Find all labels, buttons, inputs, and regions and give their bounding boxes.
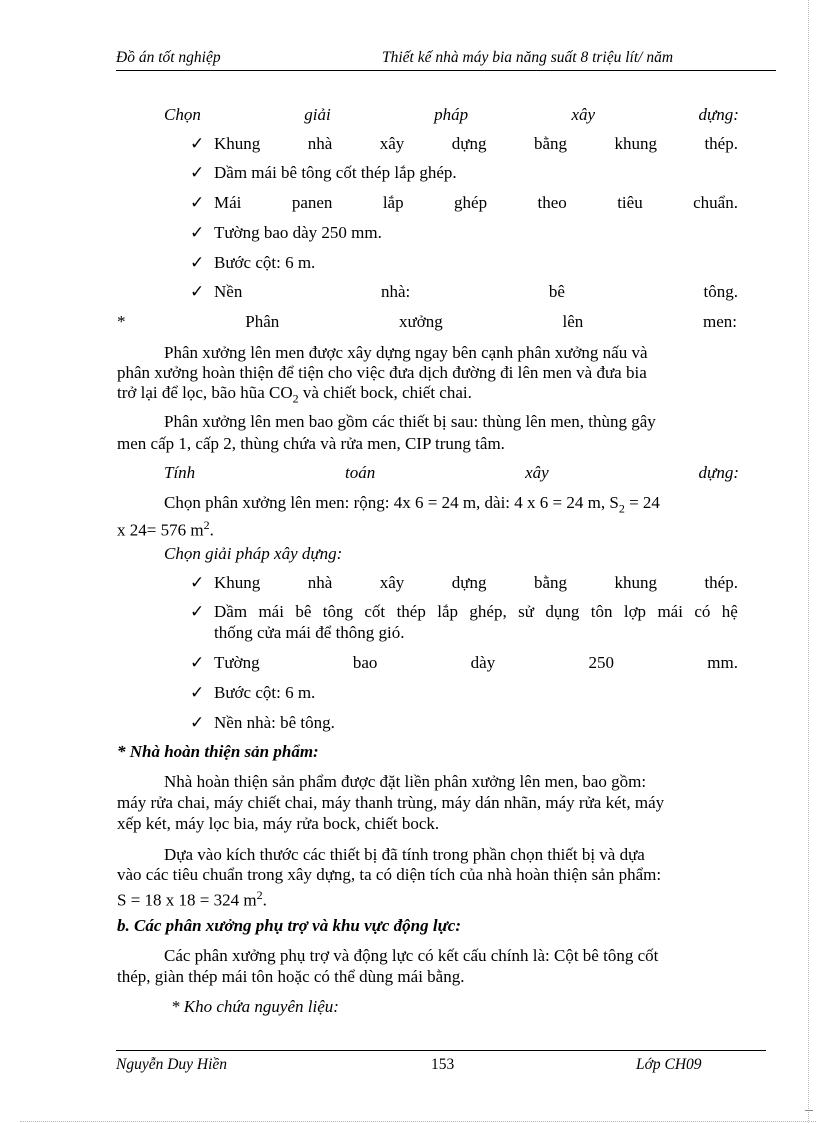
word: dụng (545, 602, 580, 621)
bullet-frame-steel (214, 133, 738, 155)
paragraph-line: Nhà hoàn thiện sản phẩm được đặt liền phân xưởng lên men, bao gồm: (164, 772, 647, 791)
footer-class: Lớp CH09 (636, 1056, 702, 1073)
text-run: S = 18 x 18 = 324 m (117, 890, 257, 910)
word: có (694, 602, 711, 621)
word: Phân (245, 312, 280, 331)
text-run: . (262, 890, 267, 910)
bullet-roof-beam: Dầm mái bê tông cốt thép lắp ghép. (214, 163, 457, 182)
check-mark-icon: ✓ (190, 282, 205, 301)
check-mark-icon: ✓ (190, 683, 205, 702)
paragraph-line: Dựa vào kích thước các thiết bị đã tính trong phần chọn thiết bị và dựa (164, 845, 645, 864)
word: 250 (588, 653, 614, 672)
word: lợp (623, 602, 647, 621)
page-number: 153 (431, 1056, 455, 1073)
check-mark-icon: ✓ (190, 713, 205, 732)
word: nhà: (380, 282, 411, 301)
word: thép. (704, 573, 738, 592)
paragraph-line (164, 492, 660, 519)
subscript: 2 (618, 501, 625, 516)
page-edge-dotted-right (808, 0, 809, 1123)
word: toán (345, 463, 376, 482)
check-mark-icon: ✓ (190, 253, 205, 272)
paragraph-line: Phân xưởng lên men được xây dựng ngay bên cạnh phân xưởng nấu và (164, 343, 648, 362)
word: dựng (451, 134, 487, 153)
word: mm. (707, 653, 738, 672)
page-edge-dotted-bottom (20, 1121, 816, 1122)
choose-solution-heading (164, 104, 739, 126)
page-header (116, 48, 776, 71)
word: khung (614, 134, 657, 153)
word: dựng (451, 573, 487, 592)
word: xây (525, 463, 549, 482)
paragraph-line: phân xưởng hoàn thiện để tiện cho việc đưa dịch đường đi lên men và đưa bia (117, 363, 647, 382)
choose-solution-heading-2: Chọn giải pháp xây dựng: (164, 544, 343, 563)
paragraph-line (117, 382, 472, 409)
word: lắp (437, 602, 459, 621)
header-right: Thiết kế nhà máy bia năng suất 8 triệu lít/ năm (382, 49, 674, 66)
word: khung (614, 573, 657, 592)
superscript: 2 (203, 518, 210, 532)
text-run: trở lại để lọc, bão hũa CO (117, 383, 293, 402)
text-run: . (209, 520, 214, 540)
word: dựng: (698, 463, 739, 482)
paragraph-line (117, 514, 214, 542)
text-run: = 24 (624, 493, 660, 512)
bullet-floor (214, 281, 738, 303)
word: tôn (590, 602, 613, 621)
word: Dầm (214, 602, 248, 621)
word: theo (537, 193, 567, 212)
word: xưởng (399, 312, 443, 331)
paragraph-line: men cấp 1, cấp 2, thùng chứa và rửa men, CIP trung tâm. (117, 434, 505, 453)
word: Tường (214, 653, 260, 672)
paragraph-line: vào các tiêu chuẩn trong xây dựng, ta có diện tích của nhà hoàn thiện sản phẩm: (117, 865, 662, 884)
word: bằng (533, 573, 568, 592)
word: xây (571, 105, 596, 124)
word: chuẩn. (693, 193, 738, 212)
header-left: Đồ án tốt nghiệp (116, 49, 221, 66)
word: Nền (214, 282, 243, 301)
text-run: Chọn phân xưởng lên men: rộng: 4x 6 = 24 m, dài: 4 x 6 = 24 m, S (164, 493, 619, 512)
subscript: 2 (292, 391, 299, 406)
paragraph-line: máy rửa chai, máy chiết chai, máy thanh trùng, máy dán nhãn, máy rửa két, máy (117, 793, 665, 812)
word: dựng: (698, 105, 739, 124)
word: thép (396, 602, 426, 621)
text-run: và chiết bock, chiết chai. (298, 383, 472, 402)
word: tông. (703, 282, 738, 301)
word: Chọn (164, 105, 201, 124)
superscript: 2 (256, 888, 263, 902)
word: nhà (307, 134, 333, 153)
bullet-column-step-2: Bước cột: 6 m. (214, 683, 316, 702)
paragraph-line (117, 884, 267, 912)
word: bê (295, 602, 312, 621)
word: Khung (214, 134, 261, 153)
word: thép. (704, 134, 738, 153)
calc-heading (164, 462, 739, 484)
finishing-heading: * Nhà hoàn thiện sản phẩm: (117, 742, 319, 761)
word: tiêu (617, 193, 643, 212)
check-mark-icon: ✓ (190, 223, 205, 242)
bullet-frame-steel-2 (214, 572, 738, 594)
bullet-roof-beam-2-cont: thống cửa mái để thông gió. (214, 623, 405, 642)
word: xây (379, 573, 405, 592)
word: * (117, 312, 126, 331)
check-mark-icon: ✓ (190, 134, 205, 153)
word: bê (548, 282, 565, 301)
paragraph-line: Các phân xưởng phụ trợ và động lực có kết cấu chính là: Cột bê tông cốt (164, 946, 659, 965)
word: bao (352, 653, 378, 672)
bullet-roof-panel (214, 192, 738, 214)
word: hệ (721, 602, 738, 621)
check-mark-icon: ✓ (190, 602, 205, 621)
check-mark-icon: ✓ (190, 653, 205, 672)
word: panen (291, 193, 333, 212)
word: pháp (434, 105, 469, 124)
word: ghép, (469, 602, 507, 621)
bullet-wall: Tường bao dày 250 mm. (214, 223, 382, 242)
word: bằng (533, 134, 568, 153)
paragraph-line: thép, giàn thép mái tôn hoặc có thể dùng mái bằng. (117, 967, 465, 986)
word: dày (470, 653, 496, 672)
word: sử (518, 602, 534, 621)
bullet-column-step: Bước cột: 6 m. (214, 253, 316, 272)
word: lên (562, 312, 584, 331)
paragraph-line: Phân xưởng lên men bao gồm các thiết bị sau: thùng lên men, thùng gây (164, 412, 656, 431)
word: ghép (454, 193, 488, 212)
paragraph-line: xếp két, máy lọc bia, máy rửa bock, chiết bock. (117, 814, 440, 833)
page-footer (116, 1050, 766, 1075)
word: mái (657, 602, 683, 621)
check-mark-icon: ✓ (190, 573, 205, 592)
word: mái (258, 602, 284, 621)
check-mark-icon: ✓ (190, 163, 205, 182)
bullet-wall-2 (214, 652, 738, 674)
word: men: (703, 312, 737, 331)
word: xây (379, 134, 405, 153)
corner-mark (805, 1110, 813, 1111)
check-mark-icon: ✓ (190, 193, 205, 212)
auxiliary-heading: b. Các phân xưởng phụ trợ và khu vực động lực: (117, 916, 461, 935)
footer-author: Nguyễn Duy Hiền (116, 1056, 228, 1073)
word: Tính (164, 463, 196, 482)
raw-material-store-heading: * Kho chứa nguyên liệu: (171, 997, 339, 1016)
word: giải (304, 105, 331, 124)
word: cốt (364, 602, 386, 621)
word: tông (322, 602, 353, 621)
word: lắp (382, 193, 404, 212)
fermentation-heading (117, 311, 737, 333)
word: Mái (214, 193, 242, 212)
bullet-floor-2: Nền nhà: bê tông. (214, 713, 335, 732)
text-run: x 24= 576 m (117, 520, 204, 540)
bullet-roof-beam-2 (214, 601, 738, 623)
word: Khung (214, 573, 261, 592)
word: nhà (307, 573, 333, 592)
